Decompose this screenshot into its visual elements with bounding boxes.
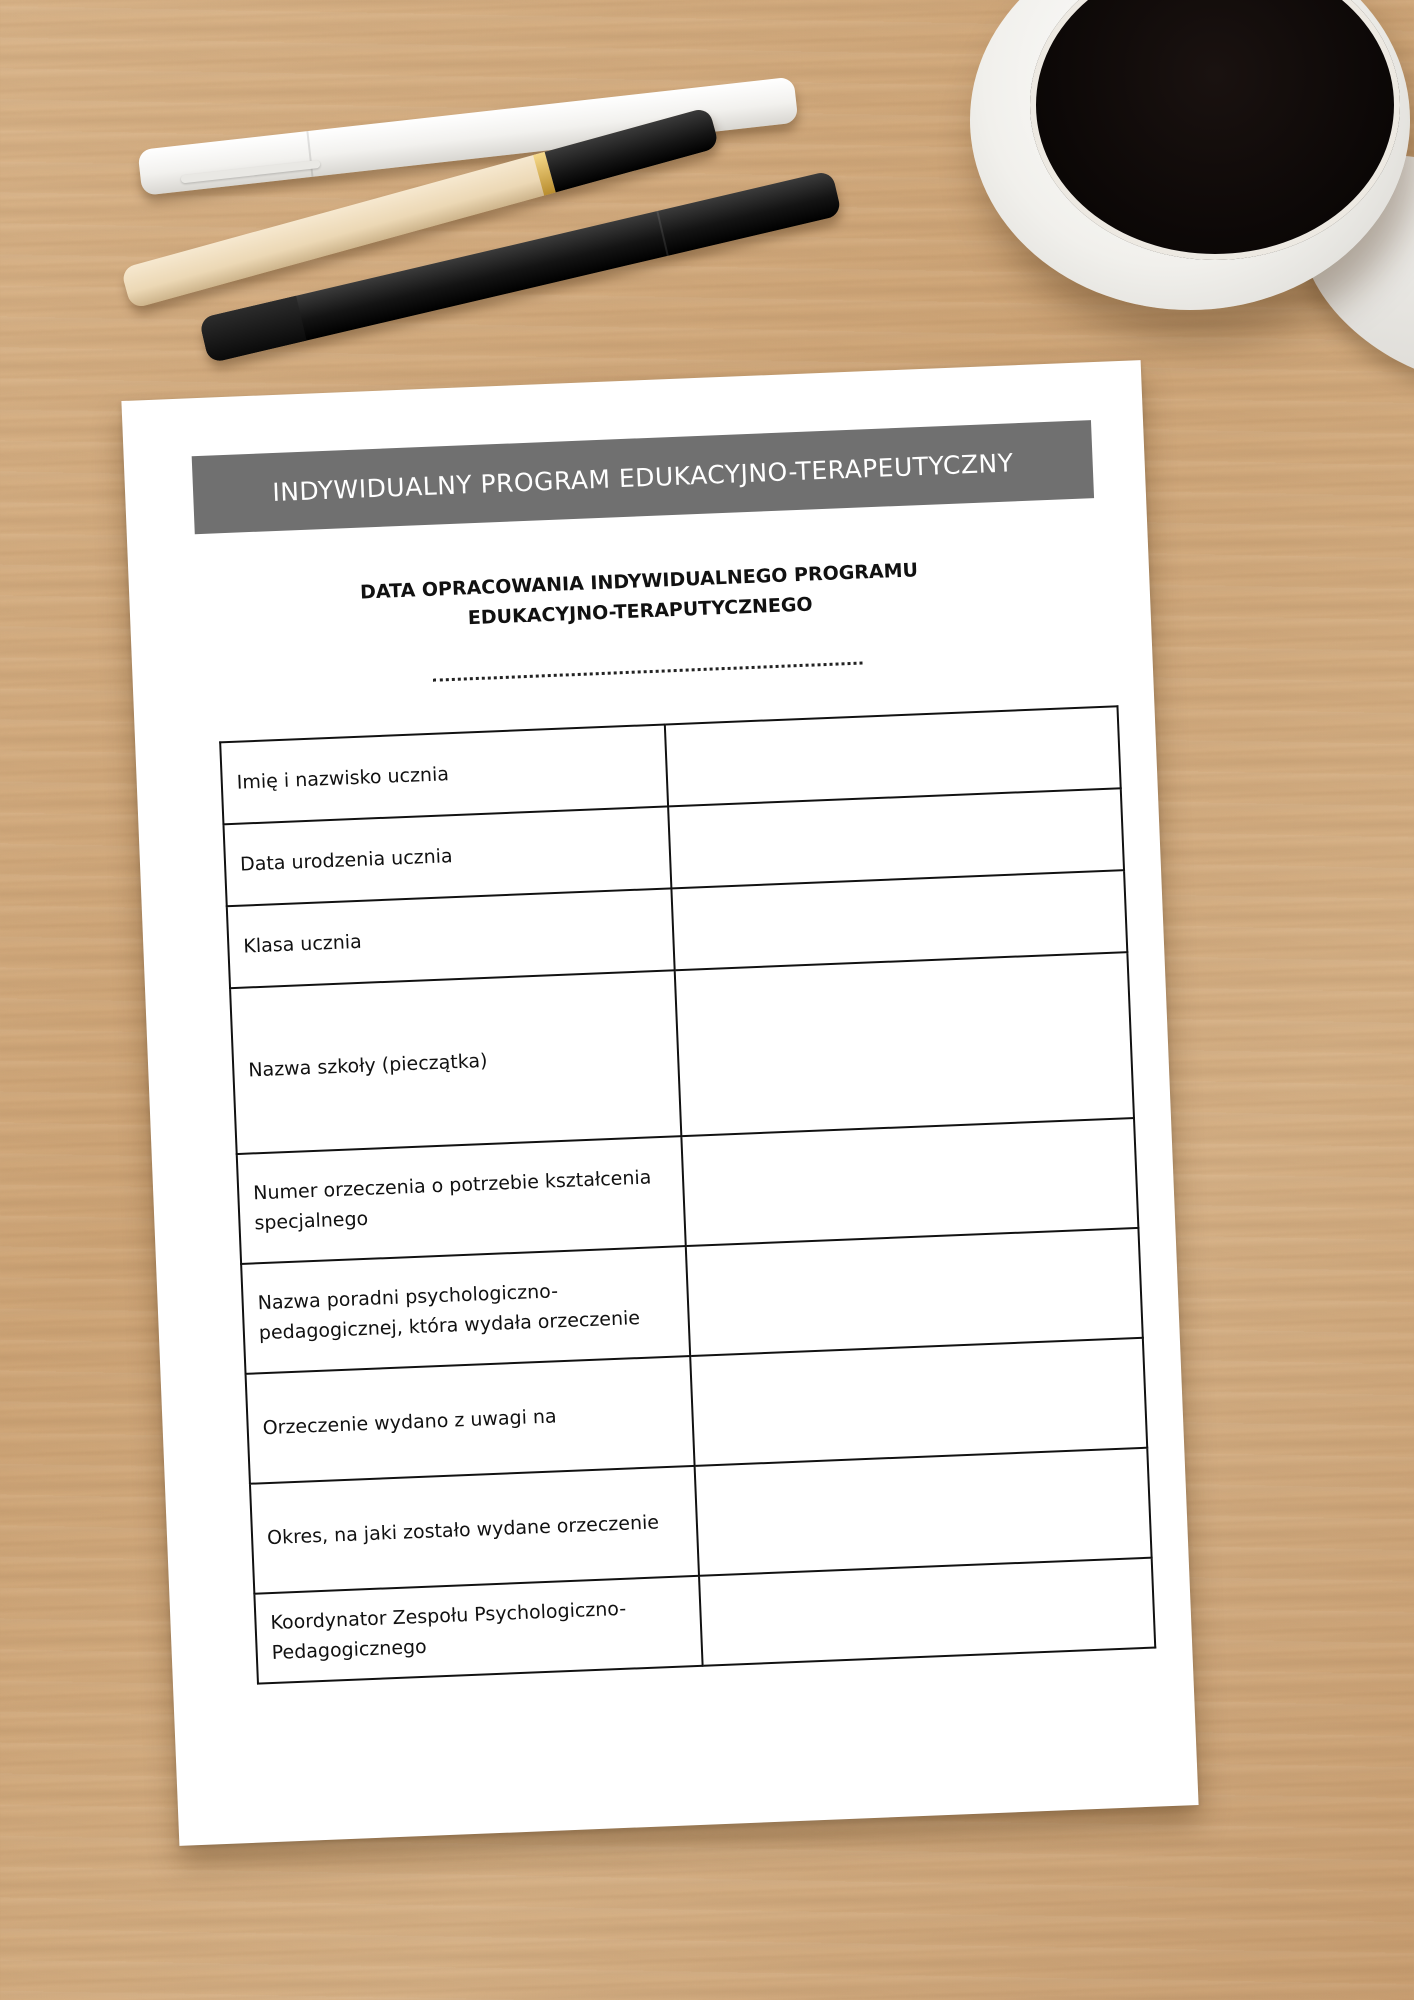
date-fill-line[interactable] [433,662,863,682]
pen-tip [199,296,307,364]
row-label: Nazwa szkoły (pieczątka) [230,970,682,1154]
row-label: Okres, na jaki zostało wydane orzeczenie [250,1466,699,1594]
date-heading-line-2: EDUKACYJNO-TERAPUTYCZNEGO [467,593,814,630]
form-title: INDYWIDUALNY PROGRAM EDUKACYJNO-TERAPEUTYCZNY [271,447,1014,507]
row-label: Orzeczenie wydano z uwagi na [246,1356,695,1484]
row-label: Numer orzeczenia o potrzebie kształcenia specjalnego [237,1136,686,1264]
row-label: Imię i nazwisko ucznia [220,724,668,824]
pen-cap-seam [656,211,668,256]
row-value-field[interactable] [699,1558,1155,1666]
row-label: Data urodzenia ucznia [223,806,671,906]
row-value-field[interactable] [682,1118,1139,1246]
pen-cap-seam [306,131,313,177]
pen-clip [181,160,321,184]
student-info-table [219,705,1156,1684]
form-title-banner [192,420,1094,534]
row-label: Nazwa poradni psychologiczno-pedagogicznej, która wydała orzeczenie [241,1246,690,1374]
row-value-field[interactable] [686,1228,1143,1356]
row-value-field[interactable] [695,1448,1152,1576]
date-heading [249,551,1031,642]
form-sheet [121,360,1198,1846]
row-value-field[interactable] [675,952,1134,1136]
row-label: Koordynator Zespołu Psychologiczno-Pedagogicznego [254,1576,703,1684]
row-label: Klasa ucznia [227,888,675,988]
date-heading-line-1: DATA OPRACOWANIA INDYWIDUALNEGO PROGRAMU [359,559,919,604]
row-value-field[interactable] [691,1338,1148,1466]
